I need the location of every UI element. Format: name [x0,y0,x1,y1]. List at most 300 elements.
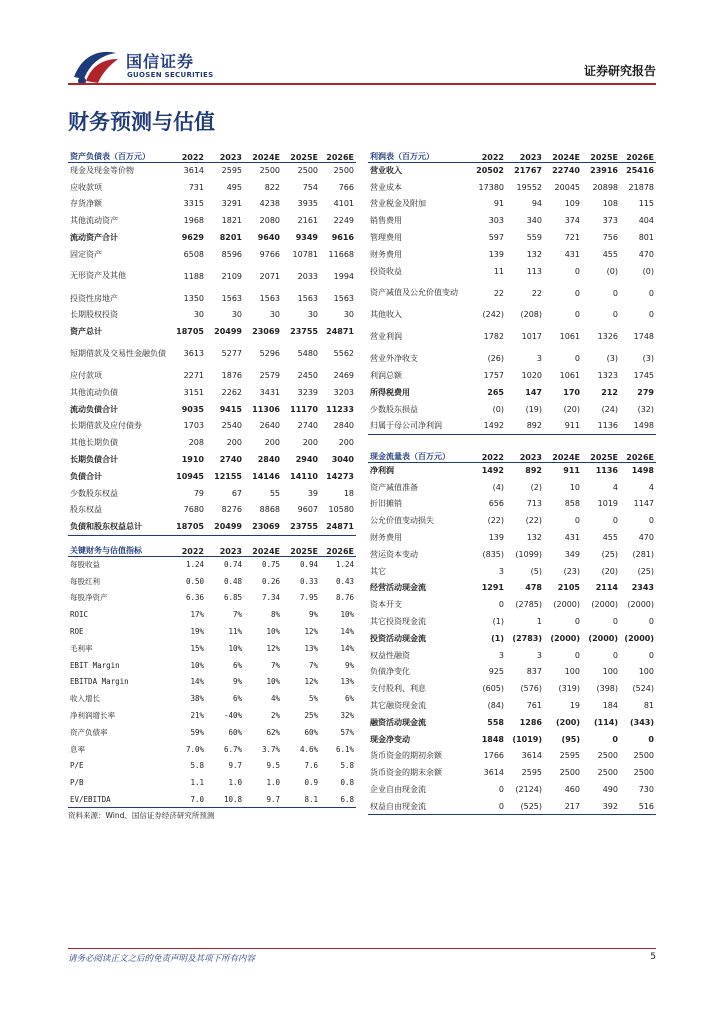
row-label: 折旧摊销 [370,499,402,509]
table-row [368,479,656,496]
table-title: 关键财务与估值指标 [68,540,168,556]
row-label: P/E [70,761,84,771]
cell-value: 892 [506,418,544,435]
cell-value: 6% [344,694,354,704]
cell-value: 1821 [221,216,242,226]
cell-value: 1782 [483,332,504,342]
cell-value: 9629 [181,233,204,243]
table-row [368,546,656,563]
table-row [68,468,356,485]
cell-value: 14% [340,627,354,637]
page-header [0,0,724,90]
cell-value: 6.7% [223,744,242,754]
row-label: 营业税金及附加 [370,199,426,209]
cell-value: 2% [270,711,280,721]
cell-value: 217 [544,798,582,815]
row-label: 企业自由现金流 [370,785,426,795]
cell-value: (25) [601,549,618,559]
cell-value: 14273 [326,471,354,481]
cell-value: 10 [569,482,580,492]
table-row [68,606,356,623]
cell-value: 1563 [297,293,318,303]
cell-value: 6.8 [320,791,356,808]
cell-value: 837 [526,667,542,677]
cell-value: 1136 [595,466,618,476]
cell-value: 9.7 [244,791,282,808]
row-label: 每股收益 [70,560,100,570]
cell-value: 2500 [633,768,654,778]
row-label: 财务费用 [370,533,402,543]
table-row [68,674,356,691]
cell-value: 21% [190,711,204,721]
cell-value: 1147 [633,499,654,509]
cell-value: 39 [307,488,318,498]
cell-value: 0 [648,288,654,298]
cell-value: 10% [340,610,354,620]
cell-value: 13% [340,677,354,687]
cell-value: 108 [602,199,618,209]
cell-value: 1492 [481,466,504,476]
income-statement-table [368,146,656,435]
row-label: 长期借款及应付债券 [70,421,142,431]
cell-value: 14146 [252,471,280,481]
cell-value: 9% [232,677,242,687]
cell-value: 9766 [259,249,280,259]
cell-value: 558 [487,717,504,727]
cell-value: 0 [498,785,504,795]
cell-value: 0 [612,650,618,660]
cell-value: (2000) [624,633,654,643]
cell-value: 20502 [476,166,504,176]
row-label: 资产负债率 [70,727,108,737]
cell-value: 495 [226,182,242,192]
cell-value: 10781 [292,249,318,259]
cell-value: 62% [266,727,280,737]
cell-value: 2500 [597,768,618,778]
cell-value: 24871 [326,327,354,337]
row-label: 每股净资产 [70,593,108,603]
table-row [68,196,356,213]
row-label: 营业收入 [370,166,402,176]
cell-value: 0 [648,734,654,744]
table-row [368,764,656,781]
cell-value: 21878 [628,182,654,192]
year-header: 2025E [582,146,620,162]
cell-value: (26) [487,354,504,364]
year-header: 2023 [206,146,244,162]
cell-value: 200 [302,438,318,448]
cell-value: 3239 [297,387,318,397]
cell-value: 139 [488,249,504,259]
cell-value: 0.48 [223,576,242,586]
row-label: 负债合计 [70,471,102,481]
cell-value: 20898 [592,182,618,192]
cell-value: -40% [223,711,242,721]
cell-value: 9640 [257,233,280,243]
row-label: EBIT Margin [70,660,120,670]
cell-value: 9% [308,610,318,620]
cell-value: 2500 [297,166,318,176]
cell-value: 431 [564,533,580,543]
cell-value: 925 [488,667,504,677]
cell-value: 11306 [252,404,280,414]
cell-value: 911 [544,418,582,435]
cell-value: 100 [602,667,618,677]
table-row [368,384,656,401]
cell-value: 81 [643,701,654,711]
cell-value: 1994 [333,271,354,281]
cell-value: (3) [642,354,654,364]
report-type-label: 证券研究报告 [583,64,656,78]
cell-value: 713 [526,499,542,509]
cell-value: 2640 [259,421,280,431]
cell-value: 3613 [183,349,204,359]
cell-value: 19% [190,627,204,637]
cell-value: 1563 [333,293,354,303]
table-row [368,781,656,798]
cell-value: 3203 [333,387,354,397]
table-row [68,229,356,246]
cell-value: 100 [564,667,580,677]
cell-value: 17380 [478,182,504,192]
cell-value: 11668 [328,249,354,259]
cell-value: 2500 [597,751,618,761]
cell-value: 3 [536,650,542,660]
year-header: 2022 [168,540,206,556]
cell-value: 2071 [259,271,280,281]
balance-sheet-table [68,146,356,536]
cell-value: 2080 [259,216,280,226]
cell-value: 38% [190,694,204,704]
cell-value: 455 [602,533,618,543]
cell-value: (0) [642,266,654,276]
table-row [68,502,356,519]
row-label: 毛利率 [70,643,93,653]
table-row [368,697,656,714]
cell-value: 1766 [483,751,504,761]
cell-value: 11% [228,627,242,637]
table-row [68,418,356,435]
cell-value: 0.50 [185,576,204,586]
year-header: 2024E [244,540,282,556]
table-row [368,263,656,280]
cell-value: 1286 [519,717,542,727]
table-header-row [368,146,656,162]
cell-value: 2500 [333,166,354,176]
cell-value: 1136 [582,418,620,435]
cell-value: 55 [269,488,280,498]
row-label: 支付股利、利息 [370,684,426,694]
table-row [368,613,656,630]
cash-flow-table [368,446,656,815]
cell-value: 12% [266,643,280,653]
row-label: 负债净变化 [370,667,410,677]
cell-value: 10% [190,660,204,670]
cell-value: 1748 [633,332,654,342]
cell-value: 18 [343,488,354,498]
cell-value: 0 [574,310,580,320]
year-header: 2026E [320,146,356,162]
cell-value: 10580 [328,505,354,515]
year-header: 2024E [544,446,582,462]
row-label: 少数股东权益 [70,488,118,498]
cell-value: 730 [638,785,654,795]
cell-value: 0 [612,310,618,320]
cell-value: 2500 [633,751,654,761]
cell-value: 3 [536,354,542,364]
cell-value: 2595 [221,166,242,176]
cell-value: (2000) [591,600,618,610]
cell-value: 3040 [331,455,354,465]
cell-value: 460 [564,785,580,795]
row-label: 营业成本 [370,182,402,192]
table-row [368,229,656,246]
guosen-logo-mark-icon [72,47,120,87]
cell-value: 25416 [626,166,654,176]
cell-value: 3.7% [261,744,280,754]
cell-value: 1848 [481,734,504,744]
cell-value: 0.26 [261,576,280,586]
row-label: EV/EBITDA [68,791,168,808]
cell-value: (0) [492,404,504,414]
cell-value: 208 [188,438,204,448]
cell-value: 60% [304,727,318,737]
cell-value: 1019 [597,499,618,509]
cell-value: (525) [506,798,544,815]
cell-value: 1017 [521,332,542,342]
cell-value: 2271 [183,371,204,381]
cell-value: (32) [637,404,654,414]
cell-value: 30 [307,310,318,320]
row-label: 每股红利 [70,576,100,586]
cell-value: 6.1% [335,744,354,754]
cell-value: (1) [491,633,504,643]
cell-value: 139 [488,533,504,543]
table-row [368,580,656,597]
table-row [368,212,656,229]
cell-value: (22) [525,516,542,526]
row-label: 资本开支 [370,600,402,610]
cell-value: 5.8 [190,761,204,771]
row-label: 财务费用 [370,249,402,259]
row-label: 其它投资现金流 [370,617,426,627]
row-label: 负债和股东权益总计 [68,518,168,535]
cell-value: 15% [190,643,204,653]
cell-value: (95) [561,734,580,744]
cell-value: 8.1 [282,791,320,808]
row-label: ROE [70,627,84,637]
table-row [68,307,356,324]
cell-value: 2940 [295,455,318,465]
table-row [68,640,356,657]
cell-value: 8% [270,610,280,620]
cell-value: 1703 [183,421,204,431]
row-label: 投资性房地产 [70,293,118,303]
row-label: P/B [70,778,84,788]
cell-value: 392 [582,798,620,815]
row-label: 长期股权投资 [70,310,118,320]
row-label: 长期负债合计 [70,455,118,465]
table-header-row [68,540,356,556]
cell-value: 14% [340,643,354,653]
cell-value: 1323 [597,371,618,381]
row-label: 其它融资现金流 [370,701,426,711]
cell-value: 25% [304,711,318,721]
table-row [68,290,356,307]
table-row [368,680,656,697]
cell-value: 2595 [521,768,542,778]
table-row [368,647,656,664]
cell-value: (524) [632,684,654,694]
year-header: 2025E [282,540,320,556]
cell-value: 0 [612,734,618,744]
cell-value: (242) [482,310,504,320]
row-label: 净利润增长率 [70,711,115,721]
cell-value: 559 [526,233,542,243]
cell-value: (2000) [553,600,580,610]
cell-value: 22740 [552,166,580,176]
cell-value: 23755 [282,518,320,535]
table-row [68,791,356,808]
table-row [68,263,356,290]
cell-value: 184 [602,701,618,711]
cell-value: 470 [638,249,654,259]
cell-value: 8.76 [335,593,354,603]
cell-value: 79 [193,488,204,498]
cell-value: 1563 [221,293,242,303]
table-row [368,162,656,179]
row-label: 权益自由现金流 [368,798,468,815]
cell-value: 9035 [181,404,204,414]
cell-value: 2249 [333,216,354,226]
cell-value: 404 [638,216,654,226]
cell-value: 11233 [326,404,354,414]
cell-value: 0 [468,798,506,815]
cell-value: 147 [525,387,542,397]
cell-value: 9607 [297,505,318,515]
cell-value: 1.0 [266,778,280,788]
cell-value: 0 [648,617,654,627]
cell-value: 455 [602,249,618,259]
row-label: 归属于母公司净利润 [368,418,468,435]
cell-value: 10% [228,643,242,653]
cell-value: 892 [525,466,542,476]
cell-value: 19 [569,701,580,711]
cell-value: 731 [188,182,204,192]
footer-disclaimer: 请务必阅读正文之后的免责声明及其项下所有内容 [68,954,256,964]
cell-value: 21767 [514,166,542,176]
cell-value: 30 [269,310,280,320]
row-label: 权益性融资 [370,650,410,660]
row-label: 营业利润 [370,331,402,341]
cell-value: 94 [531,199,542,209]
table-row [368,563,656,580]
table-row [368,350,656,367]
cell-value: 0 [574,617,580,627]
cell-value: 801 [638,233,654,243]
table-row [68,623,356,640]
cell-value: (319) [558,684,580,694]
table-row [68,451,356,468]
cell-value: 132 [526,533,542,543]
cell-value: 9% [344,660,354,670]
cell-value: (84) [487,701,504,711]
cell-value: 822 [264,182,280,192]
table-row [68,741,356,758]
cell-value: 4101 [333,199,354,209]
cell-value: 2740 [297,421,318,431]
cell-value: 23069 [252,327,280,337]
cell-value: 12% [304,677,318,687]
cell-value: 7680 [183,505,204,515]
cell-value: 4% [270,694,280,704]
row-label: 收入增长 [70,694,100,704]
table-header-row [68,146,356,162]
cell-value: 9.5 [266,761,280,771]
cell-value: 4.6% [299,744,318,754]
table-row [68,690,356,707]
table-row [368,630,656,647]
cell-value: 14% [190,677,204,687]
data-source-note: 资料来源：Wind、国信证券经济研究所预测 [68,811,215,820]
key-metrics-table [68,540,356,808]
cell-value: 0 [648,650,654,660]
table-row [368,280,656,307]
cell-value: 13% [304,643,318,653]
year-header: 2023 [206,540,244,556]
cell-value: (2783) [512,633,542,643]
year-header: 2023 [506,146,544,162]
cell-value: 1.24 [185,560,204,570]
row-label: 所得税费用 [370,387,410,397]
cell-value: 10% [266,677,280,687]
cell-value: (2000) [627,600,654,610]
cell-value: 0 [498,600,504,610]
cell-value: 1498 [631,466,654,476]
footer-divider [68,948,656,949]
cell-value: 57% [340,727,354,737]
cell-value: (22) [487,516,504,526]
cell-value: 7% [308,660,318,670]
table-row [68,485,356,502]
cell-value: 1 [536,617,542,627]
cell-value: 0 [612,516,618,526]
cell-value: 10.8 [206,791,244,808]
cell-value: 2105 [557,583,580,593]
row-label: 营业外净收支 [370,354,418,364]
cell-value: (0) [606,266,618,276]
table-row [68,323,356,340]
cell-value: 2579 [259,371,280,381]
cell-value: 2500 [559,768,580,778]
table-row [68,590,356,607]
row-label: 流动负债合计 [70,404,118,414]
year-header: 2024E [244,146,282,162]
table-row [368,418,656,435]
cell-value: (2) [530,482,542,492]
year-header: 2023 [506,446,544,462]
table-row [68,518,356,535]
cell-value: 1350 [183,293,204,303]
year-header: 2024E [544,146,582,162]
table-row [368,496,656,513]
cell-value: 1498 [620,418,656,435]
row-label: 经营活动现金流 [370,583,426,593]
cell-value: 5.8 [340,761,354,771]
cell-value: 2109 [221,271,242,281]
cell-value: 59% [190,727,204,737]
cell-value: (605) [482,684,504,694]
